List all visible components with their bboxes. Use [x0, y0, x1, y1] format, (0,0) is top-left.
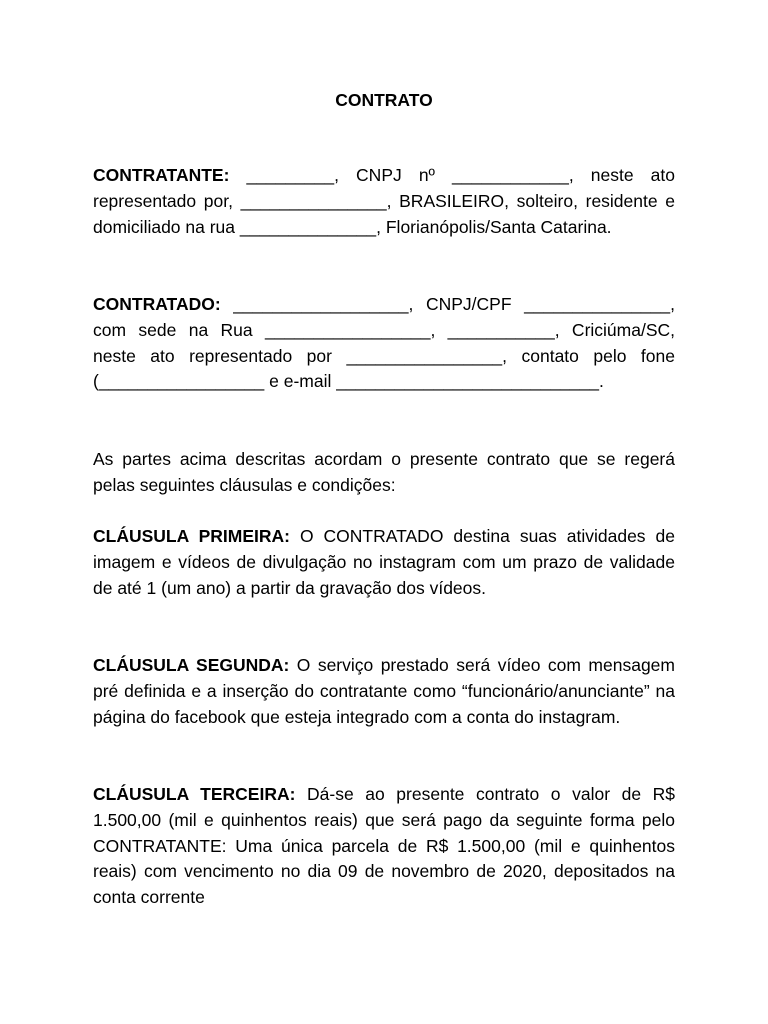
- contratado-paragraph: [93, 292, 675, 395]
- intro-paragraph: [93, 447, 675, 499]
- intro-text: As partes acima descritas acordam o presente contrato que se regerá pelas seguintes cláusulas e condições:: [93, 449, 675, 495]
- contratante-heading: CONTRATANTE:: [93, 165, 230, 185]
- clausula-terceira-text: Dá-se ao presente contrato o valor de R$ 1.500,00 (mil e quinhentos reais) que será pago da seguinte forma pelo CONTRATANTE: Uma única parcela de R$ 1.500,00 (mil e quinhentos reais) com vencimento no dia 09 de novembro de 2020, depositados na conta corrente: [93, 784, 675, 908]
- clausula-primeira-heading: CLÁUSULA PRIMEIRA:: [93, 526, 290, 546]
- clausula-segunda-paragraph: [93, 653, 675, 730]
- clausula-segunda-heading: CLÁUSULA SEGUNDA:: [93, 655, 290, 675]
- clausula-segunda-text: O serviço prestado será vídeo com mensagem pré definida e a inserção do contratante como “funcionário/anunciante” na página do facebook que esteja integrado com a conta do instagram.: [93, 655, 675, 727]
- contratado-heading: CONTRATADO:: [93, 294, 221, 314]
- clausula-terceira-paragraph: [93, 782, 675, 911]
- clausula-primeira-text: O CONTRATADO destina suas atividades de imagem e vídeos de divulgação no instagram com um prazo de validade de até 1 (um ano) a partir da gravação dos vídeos.: [93, 526, 676, 598]
- document-title: CONTRATO: [335, 90, 433, 110]
- contratado-text: __________________, CNPJ/CPF _______________, com sede na Rua _________________, ___________, Criciúma/SC, neste ato representado por ________________, contato pelo fone (_________________ e e-mail ___________________________.: [93, 294, 675, 392]
- clausula-primeira-paragraph: [93, 524, 675, 601]
- contratante-text: _________, CNPJ nº ____________, neste ato representado por, _______________, BRASILEIRO, solteiro, residente e domiciliado na rua ______________, Florianópolis/Santa Catarina.: [93, 165, 675, 237]
- contratante-paragraph: [93, 163, 675, 240]
- clausula-terceira-heading: CLÁUSULA TERCEIRA:: [93, 784, 296, 804]
